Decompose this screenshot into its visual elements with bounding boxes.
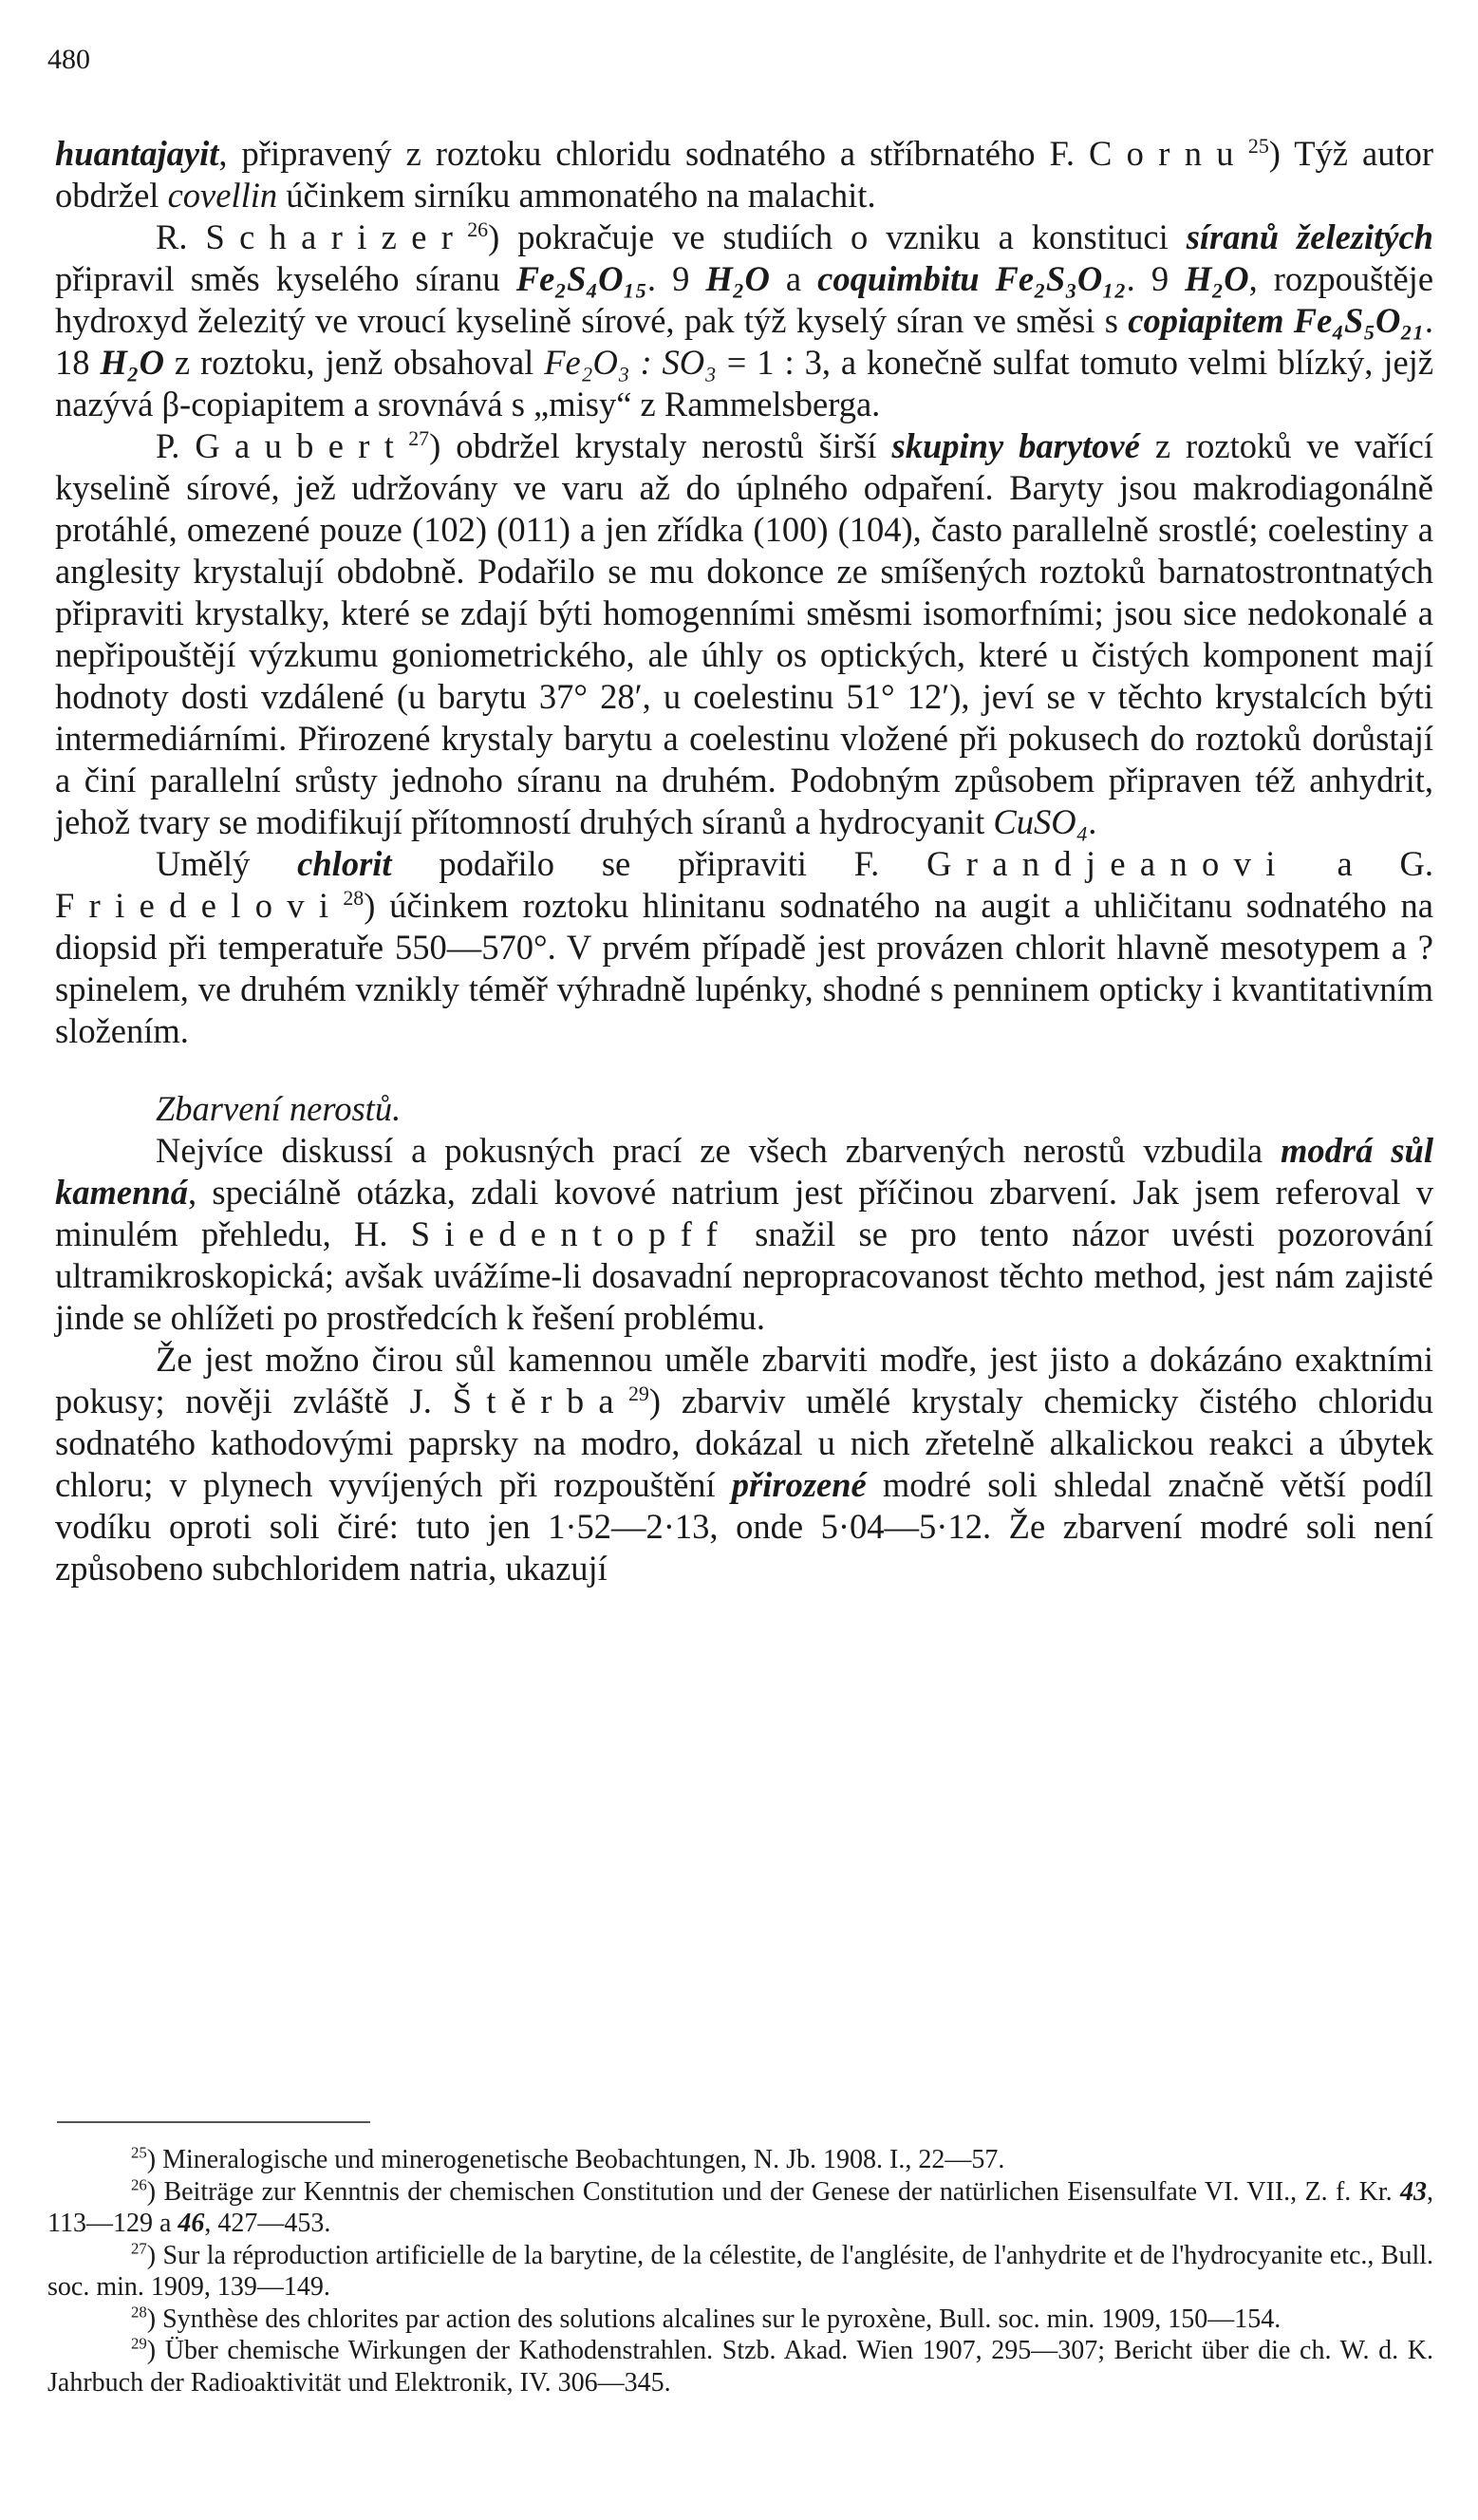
paragraph-scharizer: R. Scharizer$^{26}$) pokračuje ve studiích o vzniku a konstituci síranů železitých připravil směs kyselého síranu Fe₂S₄O₁₅. 9 H₂O a coquimbitu Fe₂S₃O₁₂. 9 H₂O, rozpouštěje hydroxyd železitý ve vroucí kyselině sírové, pak týž kyselý síran ve směsi s copiapitem Fe₄S₅O₂₁. 18 H₂O z roztoku, jenž obsahoval Fe₂O₃ : SO₃ = 1 : 3, a konečně sulfat tomuto velmi blízký, jejž nazývá β-copiapitem a srovnává s „misy“ z Rammelsberga. <box>55 216 1434 423</box>
footnote-25: $^{25}$) Mineralogische und minerogenetische Beobachtungen, N. Jb. 1908. I., 22—57. <box>131 2143 1005 2174</box>
paragraph-gaubert: P. Gaubert$^{27}$) obdržel krystaly nerostů širší skupiny barytové z roztoků ve vařící kyselině sírové, jež udržovány ve varu až do úplného odpaření. Baryty jsou makrodiagonálně protáhlé, omezené pouze (102) (011) a jen zřídka (100) (104), často parallelně srostlé; coelestiny a anglesity krystalují obdobně. Podařilo se mu dokonce ze smíšených roztoků barnatostrontnatých připraviti krystalky, které se zdají býti homogenními směsmi isomorfními; jsou sice nedokonalé a nepřipouštějí výzkumu goniometrického, ale úhly os optických, které u čistých komponent mají hodnoty dosti vzdálené (u barytu 37° 28′, u coelestinu 51° 12′), jeví se v těchto krystalcích býti intermediárními. Přirozené krystaly barytu a coelestinu vložené při pokusech do roztoků dorůstají a činí parallelní srůsty jednoho síranu na druhém. Podobným způsobem připraven též anhydrit, jehož tvary se modifikují přítomností druhých síranů a hydrocyanit CuSO₄. <box>55 425 1433 841</box>
formula: H₂O <box>1185 259 1249 298</box>
paragraph-huantajayit: huantajayit, připravený z roztoku chloridu sodnatého a stříbrnatého F. Cornu$^{25}$) Týž autor obdržel covellin účinkem sirníku ammonatého na malachit. <box>55 133 1433 215</box>
footnote-26: $^{26}$) Beiträge zur Kenntnis der chemischen Constitution und der Genese der natürlichen Eisensulfate VI. VII., Z. f. Kr. 43, 113—129 a 46, 427—453. <box>47 2175 1433 2238</box>
formula: H₂O <box>100 343 164 382</box>
footnote-divider <box>57 2121 370 2123</box>
formula: Fe₂S₄O₁₅ <box>515 259 647 298</box>
footnote-ref: 25 <box>1247 133 1269 158</box>
footnote-ref: 28 <box>343 885 365 910</box>
formula: Fe₂O₃ : SO₃ <box>544 343 717 382</box>
paragraph-sterba: Že jest možno čirou sůl kamennou uměle zbarviti modře, jest jisto a dokázáno exaktními pokusy; nověji zvláště J. Štěrba$^{29}$) zbarviv umělé krystaly chemicky čistého chloridu sodnatého kathodovými paprsky na modro, dokázal u nich zřetelně alkalickou reakci a úbytek chloru; v plynech vyvíjených při rozpouštění přirozené modré soli shledal značně větší podíl vodíku oproti soli čiré: tuto jen 1·52—2·13, onde 5·04—5·12. Že zbarvení modré soli není způsobeno subchloridem natria, ukazují <box>55 1340 1433 1588</box>
author-name: Cornu <box>1088 134 1248 173</box>
footnotes <box>47 2144 1433 2398</box>
page-number: 480 <box>47 44 90 75</box>
author-name: Štěrba <box>452 1382 628 1420</box>
footnote-29: $^{29}$) Über chemische Wirkungen der Kathodenstrahlen. Stzb. Akad. Wien 1907, 295—307; Bericht über die ch. W. d. K. Jahrbuch der Radioaktivität und Elektronik, IV. 306—345. <box>47 2334 1433 2398</box>
body-text <box>55 133 1433 1589</box>
footnote-ref: 29 <box>627 1381 649 1405</box>
author-name: Scharizer <box>205 217 468 256</box>
author-name: Grandjeanovi <box>926 844 1290 883</box>
author-name: Siedentopff <box>410 1214 732 1253</box>
footnote-ref: 27 <box>408 425 430 450</box>
footnote-27: $^{27}$) Sur la réproduction artificielle de la barytine, de la célestite, de l'anglésite, de l'anhydrite et de l'hydrocyanite etc., Bull. soc. min. 1909, 139—149. <box>47 2239 1433 2302</box>
author-name: Gaubert <box>195 426 409 465</box>
footnote-28: $^{28}$) Synthèse des chlorites par action des solutions alcalines sur le pyroxène, Bull. soc. min. 1909, 150—154. <box>131 2303 1282 2334</box>
formula: CuSO₄ <box>993 802 1089 841</box>
footnote-ref: 26 <box>467 216 489 241</box>
section-heading: Zbarvení nerostů. <box>156 1089 402 1128</box>
paragraph-modra-sul: Nejvíce diskussí a pokusných prací ze všech zbarvených nerostů vzbudila modrá sůl kamenná, speciálně otázka, zdali kovové natrium jest příčinou zbarvení. Jak jsem referoval v minulém přehledu, H. Siedentopff snažil se pro tento názor uvésti pozorování ultramikroskopická; avšak uvážíme-li dosavadní nepropracovanost těchto method, jest nám zajisté jinde se ohlížeti po prostředcích k řešení problému. <box>55 1131 1433 1337</box>
paragraph-chlorit: Umělý chlorit podařilo se připraviti F. Grandjeanovi a G. Friedelovi$^{28}$) účinkem roztoku hlinitanu sodnatého na augit a uhličitanu sodnatého na diopsid při temperatuře 550—570°. V prvém případě jest provázen chlorit hlavně mesotypem a ? spinelem, ve druhém vznikly téměř výhradně lupénky, shodné s penninem opticky i kvantitativním složením. <box>55 844 1434 1050</box>
author-name: Friedelovi <box>55 886 344 925</box>
formula: H₂O <box>705 259 770 298</box>
